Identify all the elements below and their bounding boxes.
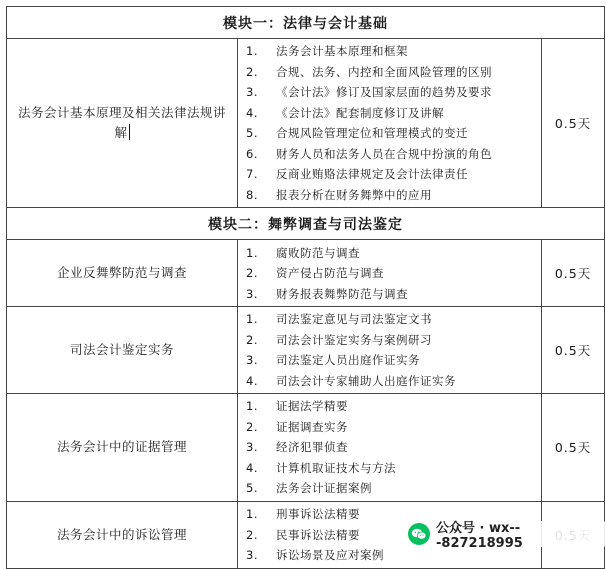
topic-item: 3. 司法鉴定人员出庭作证实务 <box>246 353 420 368</box>
watermark-text: 公众号 · wx---827218995 <box>436 521 523 551</box>
module-2-header: 模块二：舞弊调查与司法鉴定 <box>7 208 605 240</box>
topic-list <box>238 240 542 307</box>
topic-item: 2. 合规、法务、内控和全面风险管理的区别 <box>246 64 492 79</box>
topic-item: 3. 财务报表舞弊防范与调查 <box>246 286 408 301</box>
topic-item: 5. 法务会计证据案例 <box>246 481 372 496</box>
topic-item: 5. 合规风险管理定位和管理模式的变迁 <box>246 126 468 141</box>
module-header-row <box>7 7 605 39</box>
topic-item: 4. 计算机取证技术与方法 <box>246 460 396 475</box>
module-header-row <box>7 208 605 240</box>
course-duration: 0.5天 <box>542 394 605 502</box>
course-table <box>6 6 605 569</box>
topic-item: 7. 反商业贿赂法律规定及会计法律责任 <box>246 167 468 182</box>
topic-item: 4. 《会计法》配套制度修订及讲解 <box>246 105 444 120</box>
topic-item: 3. 《会计法》修订及国家层面的趋势及要求 <box>246 85 492 100</box>
topic-item: 3. 经济犯罪侦查 <box>246 440 348 455</box>
module-1-header: 模块一：法律与会计基础 <box>7 7 605 39</box>
course-row <box>7 240 605 307</box>
topic-item: 3. 诉讼场景及应对案例 <box>246 548 384 562</box>
topic-item: 1. 司法鉴定意见与司法鉴定文书 <box>246 312 432 327</box>
topic-list <box>238 307 542 394</box>
course-duration: 0.5天 <box>542 240 605 307</box>
topic-list <box>238 39 542 208</box>
text-cursor <box>129 124 130 140</box>
course-name: 法务会计中的诉讼管理 <box>7 501 238 568</box>
course-duration: 0.5天 <box>542 39 605 208</box>
course-name: 企业反舞弊防范与调查 <box>7 240 238 307</box>
course-row <box>7 307 605 394</box>
course-row <box>7 39 605 208</box>
wechat-icon <box>408 523 430 545</box>
topic-item: 8. 报表分析在财务舞弊中的应用 <box>246 187 432 202</box>
course-name-text: 法务会计基本原理及相关法律法规讲解 <box>17 105 226 140</box>
course-name: 司法会计鉴定实务 <box>7 307 238 394</box>
topic-item: 1. 腐败防范与调查 <box>246 245 360 260</box>
topic-list <box>238 394 542 502</box>
topic-item: 1. 证据法学精要 <box>246 399 348 414</box>
course-name: 法务会计中的证据管理 <box>7 394 238 502</box>
topic-item: 6. 财务人员和法务人员在合规中扮演的角色 <box>246 146 492 161</box>
course-row <box>7 394 605 502</box>
topic-item: 1. 刑事诉讼法精要 <box>246 507 360 521</box>
wechat-watermark <box>404 521 606 551</box>
course-duration: 0.5天 <box>542 307 605 394</box>
topic-item: 2. 资产侵占防范与调查 <box>246 266 384 280</box>
topic-item: 1. 法务会计基本原理和框架 <box>246 44 408 59</box>
topic-item: 4. 司法会计专家辅助人出庭作证实务 <box>246 373 456 388</box>
topic-item: 2. 民事诉讼法精要 <box>246 527 360 542</box>
course-name <box>7 39 238 208</box>
topic-item: 2. 证据调查实务 <box>246 419 348 434</box>
topic-item: 2. 司法会计鉴定实务与案例研习 <box>246 332 432 347</box>
